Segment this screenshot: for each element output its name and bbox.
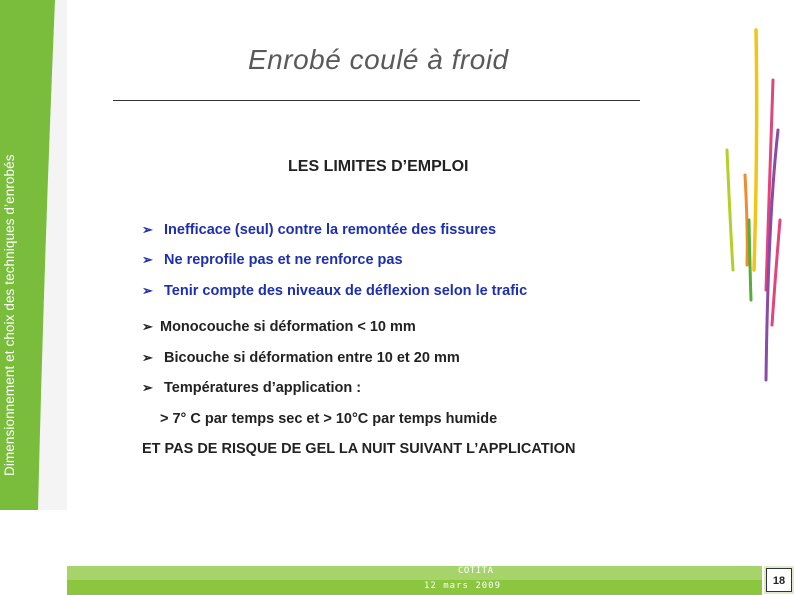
bullet-text: Bicouche si déformation entre 10 et 20 mm xyxy=(164,350,460,366)
bullet-item xyxy=(142,252,403,268)
bullet-text: Ne reprofile pas et ne renforce pas xyxy=(164,252,403,268)
bullet-text: Inefficace (seul) contre la remontée des fissures xyxy=(164,222,497,238)
footer-organization: COTITA xyxy=(458,566,494,576)
bullet-arrow-icon: ➢ xyxy=(142,252,153,267)
decorative-strokes xyxy=(720,20,794,390)
bullet-arrow-icon: ➢ xyxy=(142,283,153,298)
bullet-text: Tenir compte des niveaux de déflexion selon le trafic xyxy=(164,283,528,299)
footer-bar xyxy=(67,566,762,595)
bullet-item xyxy=(142,283,527,299)
bullet-item xyxy=(142,380,361,396)
bullet-item xyxy=(142,222,496,238)
sidebar-band xyxy=(0,0,67,510)
bullet-arrow-icon: ➢ xyxy=(142,380,153,395)
bullet-item xyxy=(142,350,460,366)
footer-bar-highlight xyxy=(67,566,762,580)
page-number: 18 xyxy=(766,568,792,592)
slide-title: Enrobé coulé à froid xyxy=(248,44,509,75)
title-underline xyxy=(113,100,640,101)
footer-date: 12 mars 2009 xyxy=(424,581,502,591)
bullet-text: Températures d’application : xyxy=(164,380,362,396)
bullet-item xyxy=(142,319,416,335)
frost-warning: ET PAS DE RISQUE DE GEL LA NUIT SUIVANT L’APPLICATION xyxy=(142,441,576,457)
bullet-arrow-icon: ➢ xyxy=(142,350,153,365)
bullet-arrow-icon: ➢ xyxy=(142,319,153,334)
bullet-arrow-icon: ➢ xyxy=(142,222,153,237)
sidebar-section-title: Dimensionnement et choix des techniques d’enrobés xyxy=(2,154,17,476)
temperature-detail: > 7° C par temps sec et > 10°C par temps humide xyxy=(160,411,498,427)
slide-subtitle: LES LIMITES D’EMPLOI xyxy=(288,158,469,175)
bullet-text: Monocouche si déformation < 10 mm xyxy=(160,319,416,335)
